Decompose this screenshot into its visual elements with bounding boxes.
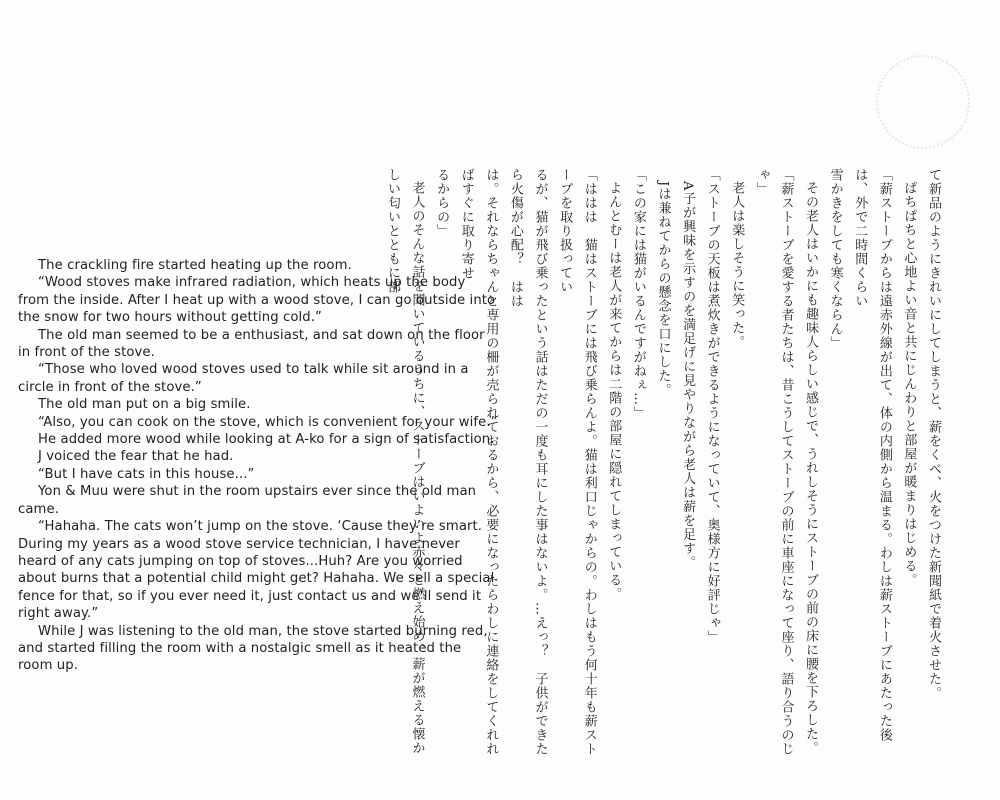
- japanese-line: 「ははは 猫はストーブには飛び乗らんよ。猫は利口じゃからの。わしはもう何十年も薪ストーブを取り扱ってい: [557, 168, 597, 756]
- japanese-line: 老人は楽しそうに笑った。: [729, 181, 745, 349]
- english-paragraph: He added more wood while looking at A-ko for a sign of satisfaction.: [38, 432, 495, 448]
- japanese-line: 「薪ストーブを愛する者たちは、昔こうしてストーブの前に車座になって座り、語り合うのじゃ」: [753, 168, 794, 756]
- japanese-line: 「この家には猫がいるんですがねぇ…」: [630, 168, 646, 420]
- japanese-line: ぱちぱちと心地よい音と共にじんわりと部屋が暖まりはじめる。: [901, 181, 917, 587]
- english-paragraph: While J was listening to the old man, the stove started burning red, and started filling the room with a nostalgic smell as it heated the room up.: [18, 623, 488, 674]
- english-paragraph: “Also, you can cook on the stove, which is convenient for your wife.”: [38, 414, 498, 430]
- english-paragraph: J voiced the fear that he had.: [38, 449, 234, 465]
- japanese-line: て新品のようにきれいにしてしまうと、薪をくべ、火をつけた新聞紙で着火させた。: [926, 168, 941, 700]
- english-paragraph: “Those who loved wood stoves used to talk while sit around in a circle in front of the stove.”: [18, 362, 469, 395]
- japanese-line: 雪かきをしても寒くならん」: [827, 168, 843, 350]
- english-paragraph: “Hahaha. The cats won’t jump on the stove. ‘Cause they’re smart. During my years as a wood stove service technician, I have never heard of any cats jumping on top of stoves...Huh? Are you worried about burns that a potential child might get? Hahaha. We sell a special fence for that, so if you ever need it, just contact us and we’ll send it right away.”: [18, 519, 495, 622]
- japanese-vertical-text: [379, 168, 945, 758]
- japanese-line: 老人のそんな話を聞いているうちに、ストーブはいよいよ赤々と燃え始め、薪が燃える懐かしい匂いとともに部: [384, 168, 425, 755]
- japanese-line: A子が興味を示すのを満足げに見やりながら老人は薪を足す。: [680, 181, 696, 570]
- english-paragraph: The crackling fire started heating up the room.: [38, 258, 352, 273]
- japanese-line: 「ストーブの天板は煮炊きができるようになっていて、奥様方に好評じゃ」: [704, 168, 720, 644]
- english-paragraph: “But I have cats in this house...”: [38, 466, 255, 482]
- japanese-line: は。それならちゃんと専用の柵が売られておるから、必要になったらわしに連絡をしてくれればすぐに取り寄せ: [458, 168, 499, 756]
- japanese-line: るからの」: [434, 168, 450, 238]
- english-paragraph: “Wood stoves make infrared radiation, which heats up the body from the inside. After I heat up with a wood stove, I can go outside into the snow for two hours without getting cold.”: [18, 275, 496, 326]
- english-paragraph: The old man seemed to be a enthusiast, and sat down on the floor in front of the stove.: [18, 327, 485, 361]
- english-paragraph: The old man put on a big smile.: [38, 397, 251, 413]
- japanese-line: るが、猫が飛び乗ったという話はただの一度も耳にした事はないよ。…えっ？ 子供ができたら火傷が心配？ はは: [507, 168, 548, 756]
- japanese-line: その老人はいかにも趣味人らしい感じで、うれしそうにストーブの前の床に腰を下ろした。: [803, 181, 819, 755]
- english-paragraph: Yon & Muu were shut in the room upstairs ever since the old man came.: [18, 484, 477, 517]
- japanese-line: よんとむーは老人が来てからは二階の部屋に隠れてしまっている。: [606, 181, 622, 601]
- japanese-line: 「薪ストーブからは遠赤外線が出て、体の内側から温まる。わしは薪ストーブにあたった後は、外で二時間くらい: [852, 168, 892, 742]
- scan-artifact-ring: [876, 55, 970, 149]
- japanese-line: Jは兼ねてからの懸念を口にした。: [655, 181, 671, 398]
